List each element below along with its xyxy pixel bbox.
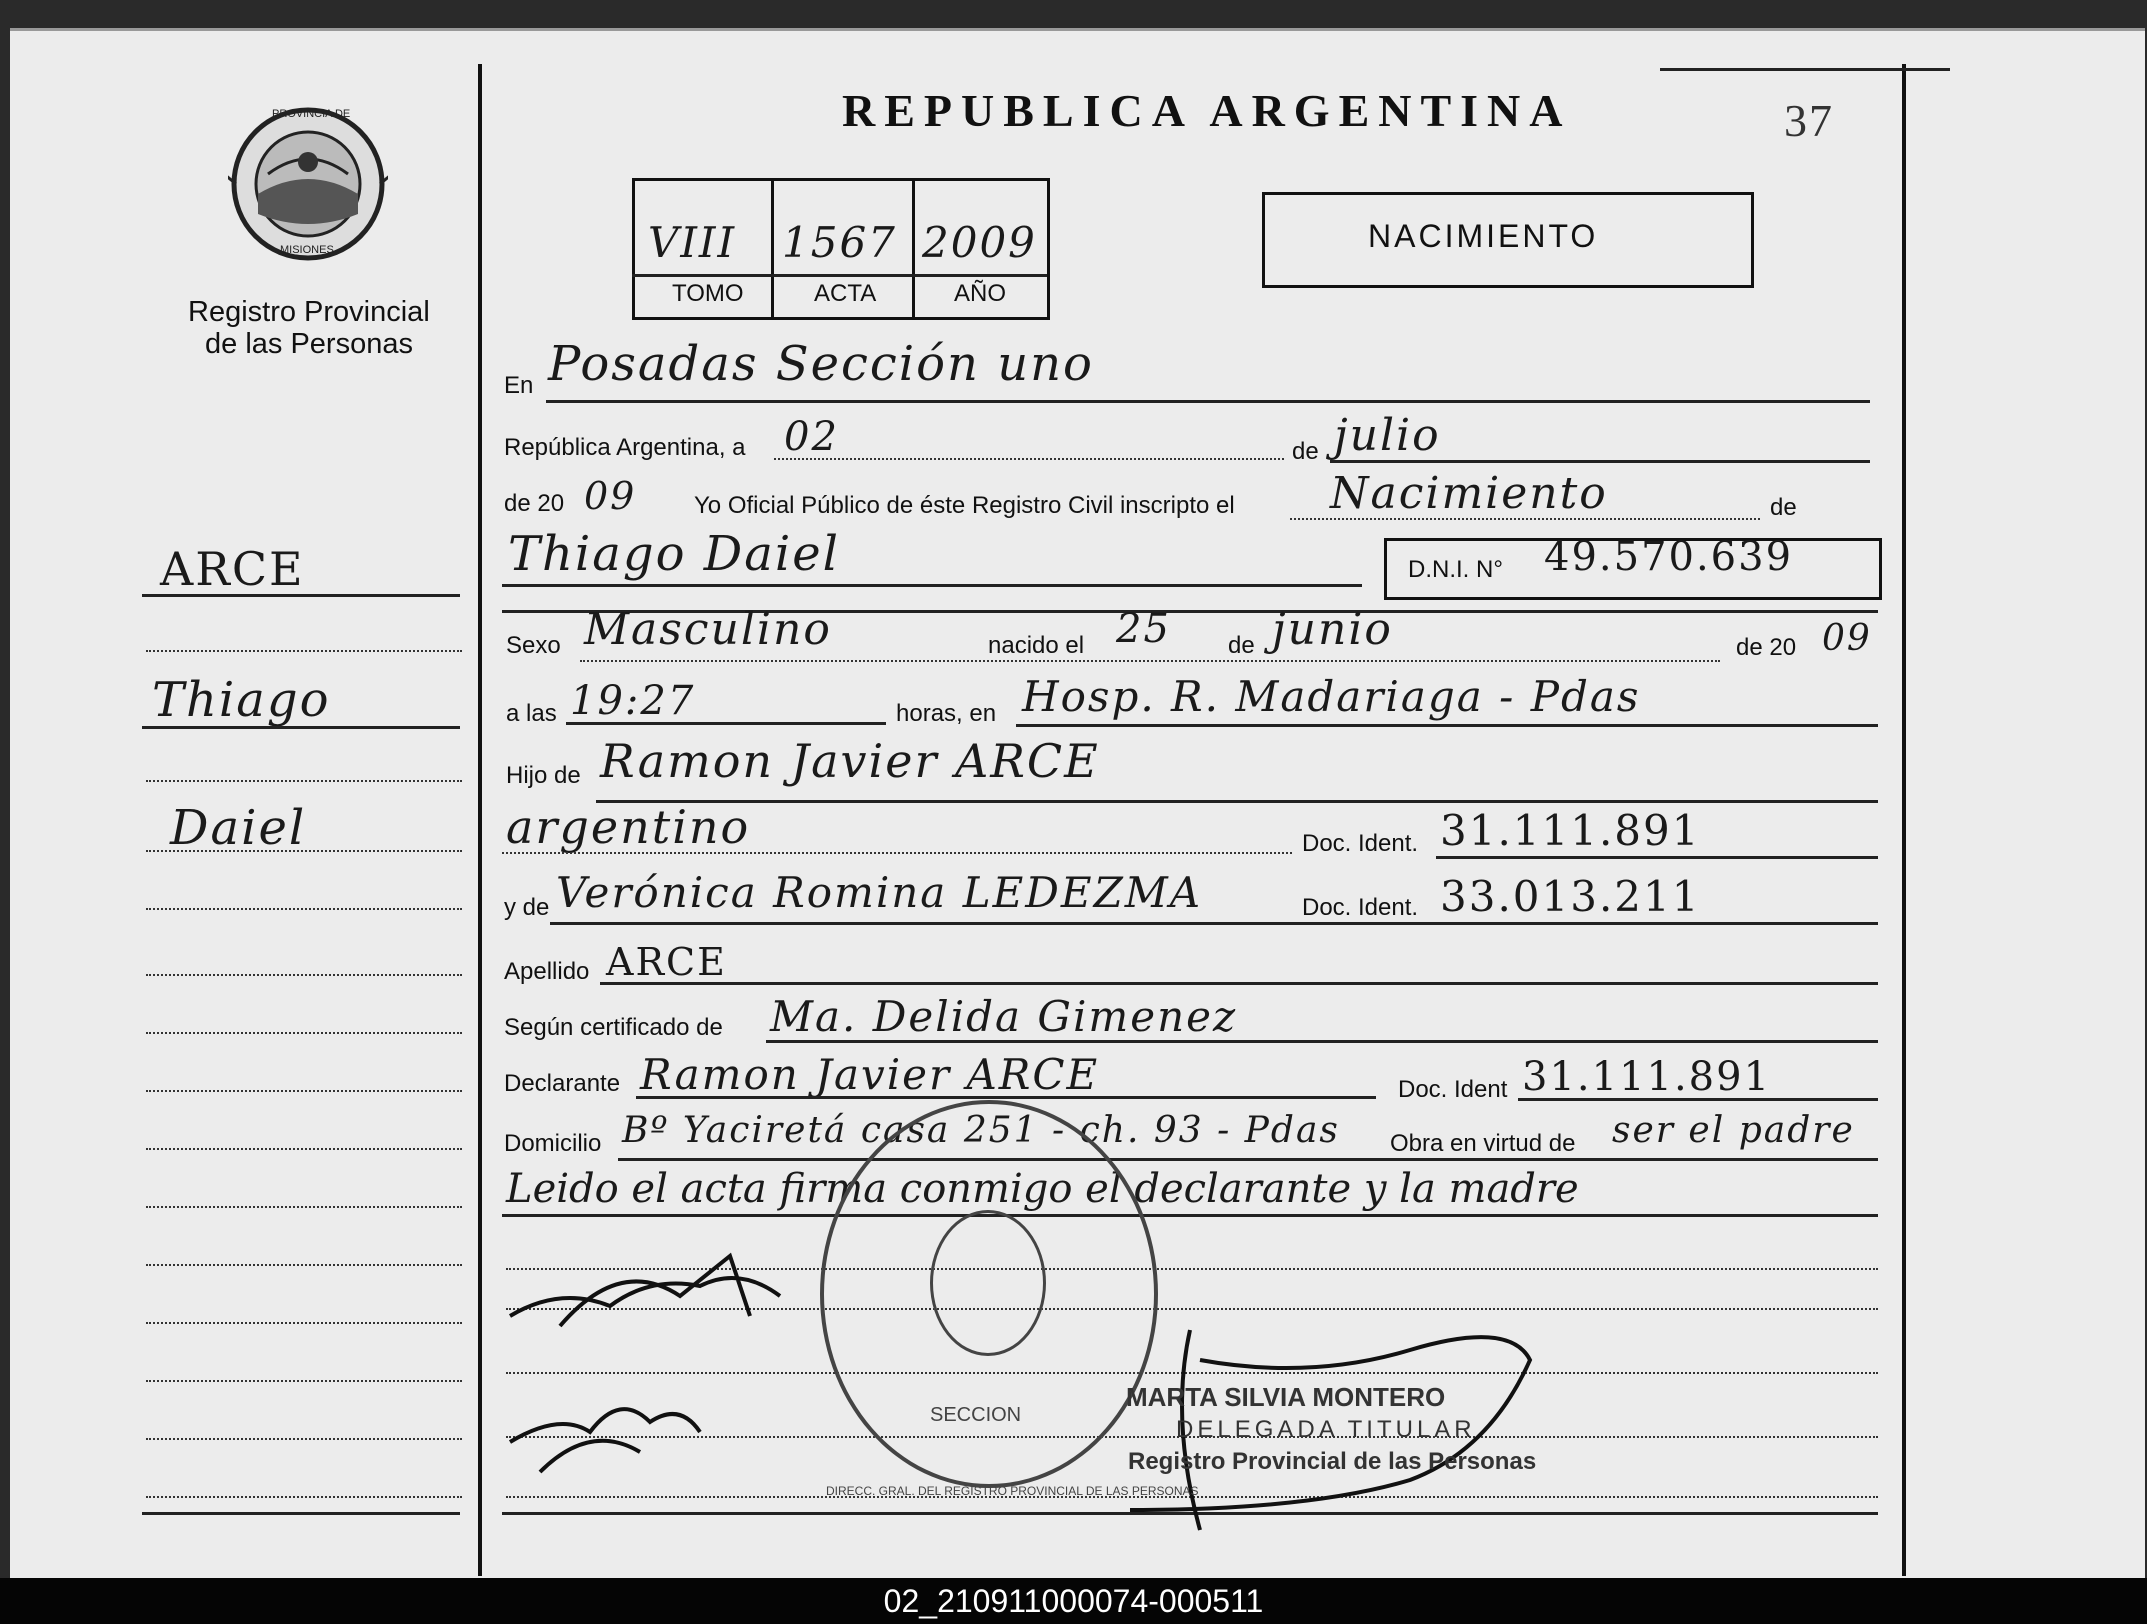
leido-value: Leido el acta firma conmigo el declarante y la madre xyxy=(506,1166,1579,1212)
apellido-label: Apellido xyxy=(504,958,590,985)
name-line xyxy=(502,584,1362,587)
dni-label: D.N.I. N° xyxy=(1408,556,1503,583)
doc-label-1: Doc. Ident. xyxy=(1302,830,1419,857)
rep-day: 02 xyxy=(784,414,839,460)
oficial-label: Yo Oficial Público de éste Registro Civil inscripto el xyxy=(694,492,1235,519)
margin-surname-line xyxy=(142,594,460,597)
hora-line xyxy=(566,722,886,725)
official-seal-inner xyxy=(930,1210,1046,1356)
en-line xyxy=(546,400,1870,403)
padre-nationality: argentino xyxy=(506,800,751,854)
registry-name-line1: Registro Provincial xyxy=(188,296,430,328)
document-title: REPUBLICA ARGENTINA xyxy=(842,85,1572,136)
official-title: DELEGADA TITULAR xyxy=(1176,1416,1476,1443)
declarante-doc: 31.111.891 xyxy=(1522,1054,1772,1100)
rep-day-line xyxy=(774,458,1284,460)
margin-bottom-line xyxy=(142,1512,460,1515)
record-type-label: NACIMIENTO xyxy=(1368,218,1599,254)
sexo-label: Sexo xyxy=(506,632,561,659)
padre-nat-line xyxy=(502,852,1292,854)
declarante-line xyxy=(636,1096,1376,1099)
margin-dotted-line xyxy=(146,1380,462,1382)
padre-line xyxy=(596,800,1878,803)
lugar-line xyxy=(1016,724,1878,727)
margin-dotted-line xyxy=(146,974,462,976)
official-name: MARTA SILVIA MONTERO xyxy=(1126,1382,1446,1412)
margin-middle-name: Daiel xyxy=(170,800,307,856)
hora-value: 19:27 xyxy=(570,678,696,724)
margin-dotted-line xyxy=(146,650,462,652)
table-divider-2 xyxy=(912,178,915,318)
de-end-label: de xyxy=(1770,494,1797,521)
nacido-year-label: de 20 xyxy=(1736,634,1797,661)
domicilio-value: Bº Yaciretá casa 251 - ch. 93 - Pdas xyxy=(622,1110,1340,1151)
scan-id-footer: 02_210911000074-000511 xyxy=(0,1578,2147,1624)
tomo-value: VIII xyxy=(648,218,737,267)
right-frame-line xyxy=(1902,64,1906,1576)
rep-label: República Argentina, a xyxy=(504,434,746,461)
table-divider-1 xyxy=(771,178,774,318)
nacido-label: nacido el xyxy=(988,632,1085,659)
margin-dotted-line xyxy=(146,1206,462,1208)
top-frame-line xyxy=(1660,68,1950,71)
margin-dotted-line xyxy=(146,1090,462,1092)
de20-label: de 20 xyxy=(504,490,565,517)
domicilio-line xyxy=(618,1158,1878,1161)
witness-signature xyxy=(500,1382,720,1492)
dni-value: 49.570.639 xyxy=(1544,534,1794,580)
rep-month: julio xyxy=(1334,410,1441,461)
margin-dotted-line xyxy=(146,850,462,852)
inscripto-value: Nacimiento xyxy=(1330,468,1608,519)
domicilio-label: Domicilio xyxy=(504,1130,602,1157)
horas-label: horas, en xyxy=(896,700,997,727)
padre-doc: 31.111.891 xyxy=(1440,806,1701,855)
margin-dotted-line xyxy=(146,1264,462,1266)
margin-dotted-line xyxy=(146,1032,462,1034)
segun-line xyxy=(766,1040,1878,1043)
declarante-doc-line xyxy=(1518,1098,1878,1101)
obra-value: ser el padre xyxy=(1612,1110,1855,1151)
emblem-bottom-text: MISIONES xyxy=(280,244,334,256)
anio-label: AÑO xyxy=(954,280,1007,307)
apellido-value: ARCE xyxy=(606,940,727,984)
seal-inner-text: SECCION xyxy=(930,1404,1022,1426)
rep-month-line xyxy=(1330,460,1870,463)
misiones-emblem xyxy=(228,104,388,264)
madre-line xyxy=(550,922,1878,925)
year-suffix: 09 xyxy=(584,474,637,518)
madre-doc: 33.013.211 xyxy=(1440,872,1701,921)
official-org: Registro Provincial de las Personas xyxy=(1128,1448,1537,1475)
nacido-de-label: de xyxy=(1228,632,1255,659)
margin-first-name-line xyxy=(142,726,460,729)
yde-label: y de xyxy=(504,894,550,921)
padre-value: Ramon Javier ARCE xyxy=(600,734,1100,788)
hijo-label: Hijo de xyxy=(506,762,581,789)
alas-label: a las xyxy=(506,700,557,727)
doc-label-2: Doc. Ident. xyxy=(1302,894,1419,921)
acta-label: ACTA xyxy=(814,280,877,307)
en-label: En xyxy=(504,372,534,399)
padre-doc-line xyxy=(1436,856,1878,859)
madre-value: Verónica Romina LEDEZMA xyxy=(556,868,1203,917)
inscripto-line xyxy=(1290,518,1760,520)
apellido-line xyxy=(600,982,1878,985)
table-row-divider xyxy=(632,274,1047,277)
margin-dotted-line xyxy=(146,1496,462,1498)
sexo-value: Masculino xyxy=(584,604,832,655)
declarante-label: Declarante xyxy=(504,1070,621,1097)
nacido-line xyxy=(580,660,1720,662)
segun-value: Ma. Delida Gimenez xyxy=(770,992,1238,1041)
nacido-day: 25 xyxy=(1116,606,1171,652)
declarant-signature xyxy=(500,1236,790,1346)
registry-name-line2: de las Personas xyxy=(205,328,413,360)
emblem-top-text: PROVINCIA DE xyxy=(272,108,351,120)
margin-dotted-line xyxy=(146,780,462,782)
margin-dotted-line xyxy=(146,1322,462,1324)
tomo-label: TOMO xyxy=(672,280,744,307)
acta-value: 1567 xyxy=(782,218,897,267)
margin-dotted-line xyxy=(146,1148,462,1150)
anio-value: 2009 xyxy=(922,218,1037,267)
margin-first-name: Thiago xyxy=(152,672,331,728)
margin-dotted-line xyxy=(146,1438,462,1440)
rep-de-label: de xyxy=(1292,438,1319,465)
margin-surname: ARCE xyxy=(160,542,305,596)
margin-dotted-line xyxy=(146,908,462,910)
segun-label: Según certificado de xyxy=(504,1014,723,1041)
obra-label: Obra en virtud de xyxy=(1390,1130,1576,1157)
declarante-value: Ramon Javier ARCE xyxy=(640,1050,1100,1099)
nacido-year: 09 xyxy=(1822,618,1872,659)
leido-line xyxy=(502,1214,1878,1217)
doc-label-3: Doc. Ident xyxy=(1398,1076,1508,1103)
en-value: Posadas Sección uno xyxy=(548,336,1094,392)
seal-text: DIRECC. GRAL. DEL REGISTRO PROVINCIAL DE LAS PERSONAS xyxy=(826,1484,1199,1498)
left-frame-line xyxy=(478,64,482,1576)
name-value: Thiago Daiel xyxy=(508,526,840,582)
lugar-value: Hosp. R. Madariaga - Pdas xyxy=(1022,672,1641,721)
page-number: 37 xyxy=(1784,95,1834,146)
nacido-month: junio xyxy=(1272,604,1393,655)
